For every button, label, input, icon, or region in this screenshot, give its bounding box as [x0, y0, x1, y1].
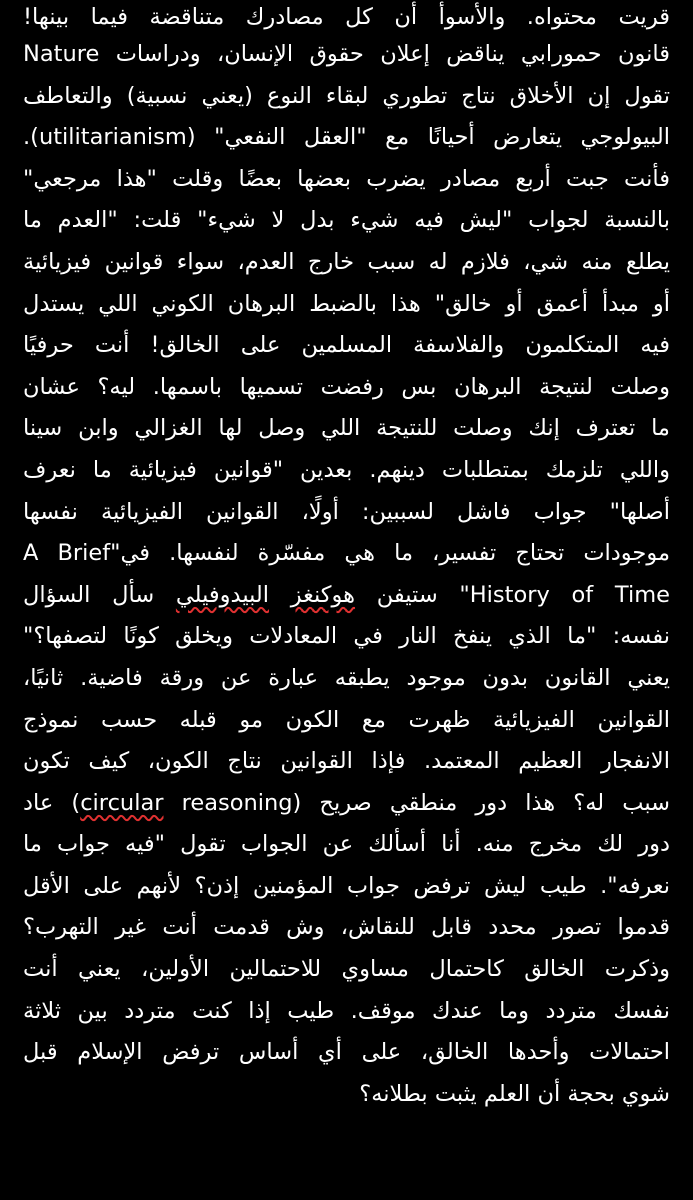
- text-line-21: دور لك مخرج منه. أنا أسألك عن الجواب تقول "فيه جواب ما: [23, 831, 670, 858]
- text-line-11: ما تعترف إنك وصلت للنتيجة اللي وصل لها الغزالي وابن سينا: [23, 415, 670, 442]
- text-line-10: وصلت لنتيجة البرهان بس رفضت تسميها باسمها. ليه؟ عشان: [23, 373, 670, 400]
- text-line-6: بالنسبة لجواب "ليش فيه شيء بدل لا شيء" قلت: "العدم ما: [23, 207, 670, 234]
- text-line-27: شوي بحجة أن العلم يثبت بطلانه؟: [359, 1080, 670, 1107]
- text-line-9: فيه المتكلمون والفلاسفة المسلمين على الخالق! أنت حرفيًا: [23, 332, 670, 359]
- text-line-20: سبب له؟ هذا دور منطقي صريح (circular reasoning) عاد: [23, 789, 670, 816]
- text-line-3: تقول إن الأخلاق نتاج تطوري لبقاء النوع (يعني نسبية) والتعاطف: [23, 82, 670, 109]
- text-line-8: أو مبدأ أعمق أو خالق" هذا بالضبط البرهان الكوني اللي يستدل: [23, 290, 670, 317]
- text-line-23: قدموا تصور محدد قابل للنقاش، وش قدمت أنت غير التهرب؟: [23, 914, 670, 941]
- spellcheck-underlined-word: البيدوفيلي: [175, 581, 270, 608]
- text-line-2: قانون حمورابي يناقض إعلان حقوق الإنسان، ودراسات Nature: [23, 41, 670, 67]
- text-line-7: يطلع منه شي، فلازم له سبب خارج العدم، سواء قوانين فيزيائية: [23, 248, 670, 275]
- text-line-25: نفسك متردد وما عندك موقف. طيب إذا كنت متردد بين ثلاثة: [23, 997, 670, 1024]
- text-line-17: يعني القانون بدون موجود يطبقه عبارة عن ورقة فاضية. ثانيًا،: [23, 664, 670, 691]
- text-line-4: البيولوجي يتعارض أحيانًا مع "العقل النفعي" (utilitarianism).: [23, 124, 670, 151]
- text-line-19: الانفجار العظيم المعتمد. فإذا القوانين نتاج الكون، كيف تكون: [23, 748, 670, 775]
- text-line-15: History of Time" ستيفن هوكنغز البيدوفيلي سأل السؤال: [23, 581, 670, 608]
- spellcheck-underlined-word: circular: [80, 789, 164, 816]
- text-line-18: القوانين الفيزيائية ظهرت مع الكون مو قبله حسب نموذج: [23, 706, 670, 733]
- text-line-22: نعرفه". طيب ليش ترفض جواب المؤمنين إذن؟ لأنهم على الأقل: [23, 872, 670, 899]
- text-line-24: وذكرت الخالق كاحتمال مساوي للاحتمالين الأولين، يعني أنت: [23, 956, 670, 983]
- text-line-12: واللي تلزمك بمتطلبات دينهم. بعدين "قوانين فيزيائية ما نعرف: [23, 456, 670, 483]
- text-line-1: قريت محتواه. والأسوأ أن كل مصادرك متناقضة فيما بينها!: [23, 4, 670, 30]
- text-line-26: احتمالات وأحدها الخالق، على أي أساس ترفض الإسلام قبل: [23, 1039, 670, 1066]
- text-line-14: موجودات تحتاج تفسير، ما هي مفسّرة لنفسها. في"A Brief: [23, 540, 671, 567]
- text-line-13: أصلها" جواب فاشل لسببين: أولًا، القوانين الفيزيائية نفسها: [23, 498, 670, 525]
- text-line-5: فأنت جبت أربع مصادر يضرب بعضها بعضًا وقلت "هذا مرجعي": [23, 165, 670, 192]
- spellcheck-underlined-word: هوكنغز: [290, 581, 356, 608]
- text-line-16: نفسه: "ما الذي ينفخ النار في المعادلات ويخلق كونًا لتصفها؟": [23, 623, 670, 650]
